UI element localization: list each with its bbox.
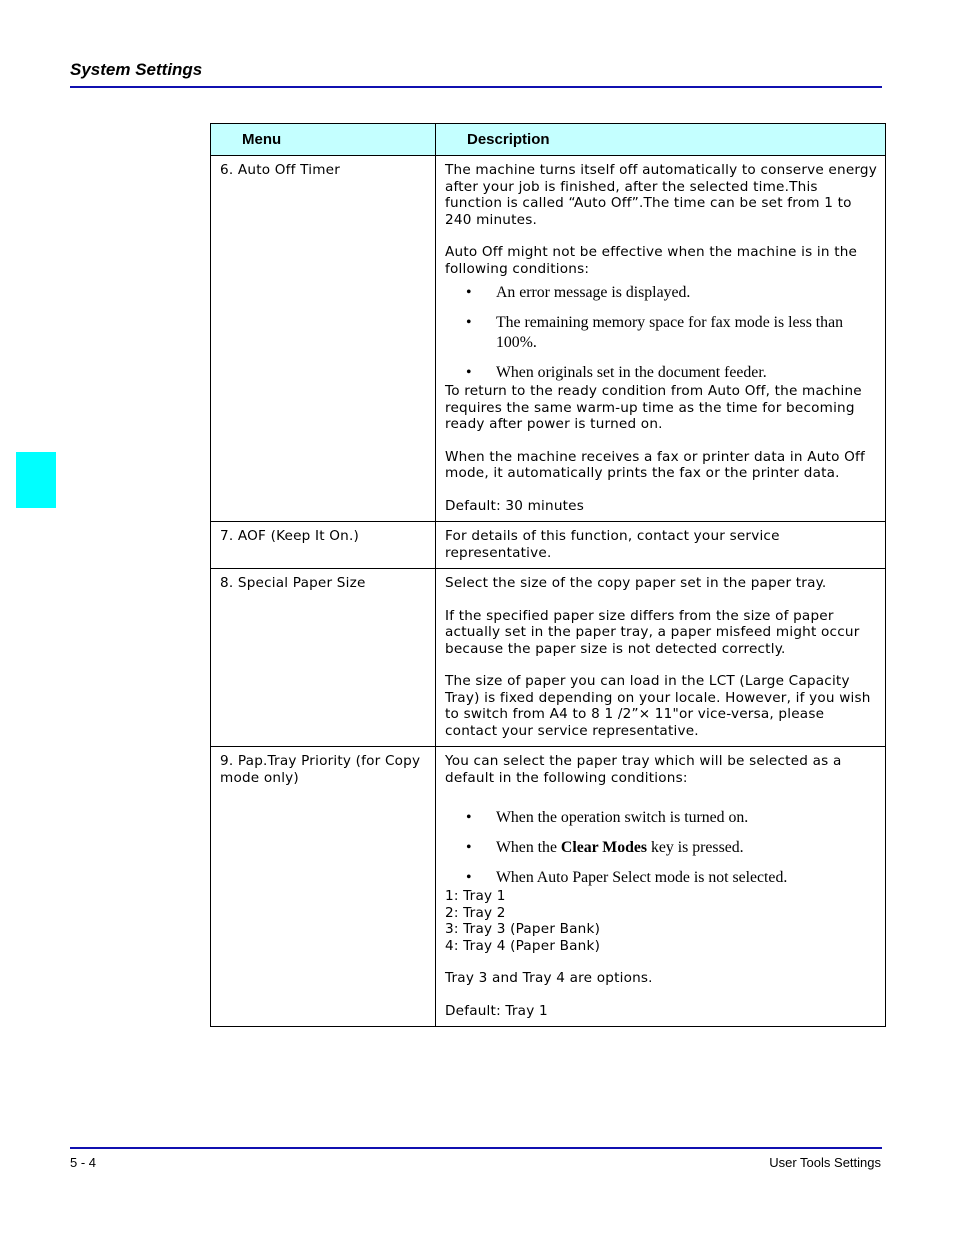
list-item — [466, 283, 877, 303]
bullet-list — [445, 283, 877, 383]
key-name: Clear Modes — [560, 839, 648, 856]
list-item-prefix: When the — [496, 839, 557, 856]
description-cell — [436, 569, 886, 747]
column-header-menu: Menu — [211, 124, 436, 156]
table-row — [211, 156, 886, 522]
tray-option: 4: Tray 4 (Paper Bank) — [445, 937, 601, 954]
list-item-text: When Auto Paper Select mode is not selected. — [496, 869, 788, 886]
list-item — [466, 838, 877, 858]
description-text: The machine turns itself off automatically to conserve energy after your job is finished, after the selected time.This function is called “Auto Off”.The time can be set from 1 to 240 minutes. — [445, 162, 877, 228]
bullet-icon: • — [466, 839, 472, 856]
bullet-list — [445, 808, 877, 888]
section-name: User Tools Settings — [769, 1155, 881, 1170]
page-number: 5 - 4 — [70, 1155, 97, 1170]
table-row — [211, 522, 886, 569]
menu-cell: 7. AOF (Keep It On.) — [211, 522, 436, 569]
list-item-text: An error message is displayed. — [496, 284, 691, 301]
description-cell — [436, 522, 886, 569]
description-text: Tray 3 and Tray 4 are options. — [445, 970, 653, 986]
list-item — [466, 868, 877, 888]
menu-cell: 6. Auto Off Timer — [211, 156, 436, 522]
chapter-tab — [16, 452, 56, 508]
column-header-description: Description — [436, 124, 886, 156]
list-item — [466, 313, 877, 353]
settings-table — [210, 123, 886, 1027]
bullet-icon: • — [466, 314, 472, 331]
list-item-text: The remaining memory space for fax mode is less than 100%. — [496, 314, 843, 351]
menu-cell: 8. Special Paper Size — [211, 569, 436, 747]
header-rule — [70, 86, 882, 88]
list-item-text: key is pressed. — [651, 839, 744, 856]
tray-option: 2: Tray 2 — [445, 904, 506, 921]
page-title: System Settings — [70, 60, 203, 79]
default-value: Default: 30 minutes — [445, 497, 585, 514]
table-row — [211, 747, 886, 1027]
tray-option: 1: Tray 1 — [445, 888, 506, 904]
bullet-icon: • — [466, 364, 472, 381]
list-item — [466, 808, 877, 828]
list-item-text: When the operation switch is turned on. — [496, 809, 749, 826]
default-value: Default: Tray 1 — [445, 1002, 548, 1019]
description-text: If the specified paper size differs from the size of paper actually set in the paper tray, a paper misfeed might occur because the paper size is not detected correctly. — [445, 607, 860, 657]
description-text: For details of this function, contact your service representative. — [445, 528, 780, 561]
description-text: When the machine receives a fax or printer data in Auto Off mode, it automatically prints the fax or the printer data. — [445, 448, 865, 481]
description-text: Auto Off might not be effective when the machine is in the following conditions: — [445, 244, 858, 277]
tray-option: 3: Tray 3 (Paper Bank) — [445, 921, 601, 937]
description-text: Select the size of the copy paper set in the paper tray. — [445, 575, 827, 591]
table-header-row — [211, 124, 886, 156]
bullet-icon: • — [466, 284, 472, 301]
list-item-text: When originals set in the document feeder. — [496, 364, 767, 381]
description-cell — [436, 747, 886, 1027]
description-cell — [436, 156, 886, 522]
menu-cell: 9. Pap.Tray Priority (for Copy mode only) — [211, 747, 436, 1027]
description-text: To return to the ready condition from Auto Off, the machine requires the same warm-up time as the time for becoming ready after power is turned on. — [445, 383, 862, 432]
footer-rule — [70, 1147, 882, 1149]
list-item — [466, 363, 877, 383]
bullet-icon: • — [466, 869, 472, 886]
table-row — [211, 569, 886, 747]
bullet-icon: • — [466, 809, 472, 826]
description-text: The size of paper you can load in the LCT (Large Capacity Tray) is fixed depending on your locale. However, if you wish to switch from A4 to 8 1 /2”× 11"or vice-versa, please contact your service representative. — [445, 673, 871, 739]
description-text: You can select the paper tray which will be selected as a default in the following conditions: — [445, 753, 842, 786]
